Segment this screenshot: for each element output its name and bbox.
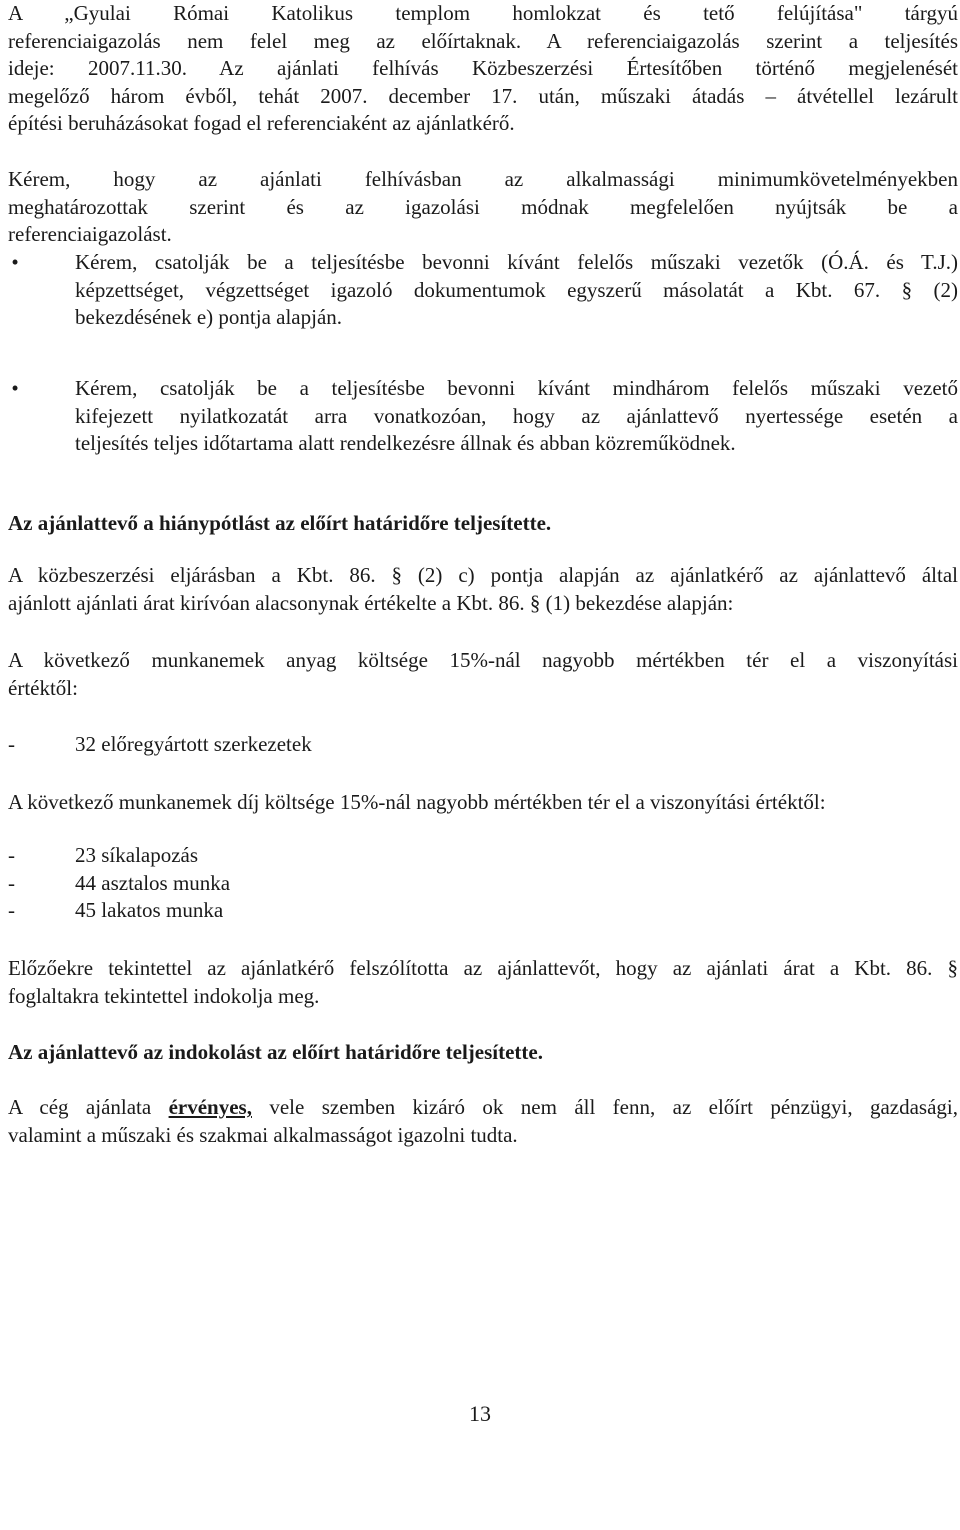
bullet-icon: •	[11, 250, 19, 274]
text-line: Kérem, csatolják be a teljesítésbe bevonni kívánt felelős műszaki vezetők (Ó.Á. és T.J.)	[75, 250, 958, 274]
list-item	[8, 870, 708, 898]
list-item	[8, 731, 708, 759]
text-line: A „Gyulai Római Katolikus templom homlokzat és tető felújítása" tárgyú	[8, 1, 958, 25]
text-line: értéktől:	[8, 675, 78, 700]
list-item-text: 44 asztalos munka	[75, 871, 231, 895]
paragraph-reference-rejection	[8, 0, 958, 138]
bullet-item-declaration	[75, 375, 958, 458]
paragraph-valid-offer	[8, 1094, 958, 1149]
text-line	[8, 1094, 958, 1122]
list-item-text: 23 síkalapozás	[75, 843, 199, 867]
emphasis-valid: érvényes,	[168, 1095, 252, 1119]
text-line: építési beruházásokat fogad el referenciaként az ajánlatkérő.	[8, 111, 515, 135]
text-line: foglaltakra tekintettel indokolja meg.	[8, 983, 320, 1008]
text-line: teljesítés teljes időtartama alatt rendelkezésre állnak és abban közreműködnek.	[75, 431, 736, 455]
dash-marker: -	[8, 843, 15, 867]
text-line: A következő munkanemek anyag költsége 15%-nál nagyobb mértékben tér el a viszonyítási	[8, 648, 958, 672]
text-line: meghatározottak szerint és az igazolási módnak megfelelően nyújtsák be a	[8, 194, 958, 219]
bold-statement-deficiency-fulfilled: Az ajánlattevő a hiánypótlást az előírt határidőre teljesítette.	[8, 511, 552, 535]
text-line: kifejezett nyilatkozatát arra vonatkozóan, hogy az ajánlattevő nyertessége esetén a	[75, 403, 958, 428]
text-line: valamint a műszaki és szakmai alkalmasságot igazolni tudta.	[8, 1122, 518, 1147]
list-item	[8, 897, 708, 925]
list-item-text: 45 lakatos munka	[75, 898, 224, 922]
list-item-text: 32 előregyártott szerkezetek	[75, 732, 312, 756]
dash-marker: -	[8, 871, 15, 895]
text-line: referenciaigazolás nem felel meg az előírtaknak. A referenciaigazolás szerint a teljesítés	[8, 28, 958, 53]
text-line: A közbeszerzési eljárásban a Kbt. 86. § (2) c) pontja alapján az ajánlatkérő az ajánlattevő által	[8, 563, 958, 587]
text-run: vele szemben kizáró ok nem áll fenn, az előírt pénzügyi, gazdasági,	[251, 1095, 958, 1119]
dash-marker: -	[8, 732, 15, 756]
dash-marker: -	[8, 898, 15, 922]
text-line: Kérem, hogy az ajánlati felhívásban az alkalmassági minimumkövetelményekben	[8, 167, 958, 191]
paragraph-justification-request	[8, 955, 958, 1010]
paragraph-low-price	[8, 562, 958, 617]
paragraph-fee-cost: A következő munkanemek díj költsége 15%-nál nagyobb mértékben tér el a viszonyítási értéktől:	[8, 790, 826, 814]
page-number: 13	[469, 1401, 491, 1426]
text-line: ajánlott ajánlati árat kirívóan alacsonynak értékelte a Kbt. 86. § (1) bekezdése alapján:	[8, 590, 734, 615]
bullet-item-qualifications	[75, 249, 958, 332]
text-line: képzettséget, végzettséget igazoló dokumentumok egyszerű másolatát a Kbt. 67. § (2)	[75, 277, 958, 302]
list-item	[8, 842, 708, 870]
bold-statement-justification-fulfilled: Az ajánlattevő az indokolást az előírt határidőre teljesítette.	[8, 1040, 543, 1064]
paragraph-request-reference	[8, 166, 958, 249]
text-run: A cég ajánlata	[8, 1095, 169, 1119]
text-line: ideje: 2007.11.30. Az ajánlati felhívás Közbeszerzési Értesítőben történő megjelenését	[8, 56, 958, 80]
text-line: Előzőekre tekintettel az ajánlatkérő felszólította az ajánlattevőt, hogy az ajánlati árat a Kbt. 86. §	[8, 956, 958, 980]
paragraph-material-cost	[8, 647, 958, 702]
text-line: Kérem, csatolják be a teljesítésbe bevonni kívánt mindhárom felelős műszaki vezető	[75, 376, 958, 400]
text-line: bekezdésének e) pontja alapján.	[75, 305, 343, 329]
text-line: referenciaigazolást.	[8, 222, 172, 246]
bullet-icon: •	[11, 376, 19, 400]
text-line: megelőző három évből, tehát 2007. december 17. után, műszaki átadás – átvétellel lezárult	[8, 83, 958, 108]
